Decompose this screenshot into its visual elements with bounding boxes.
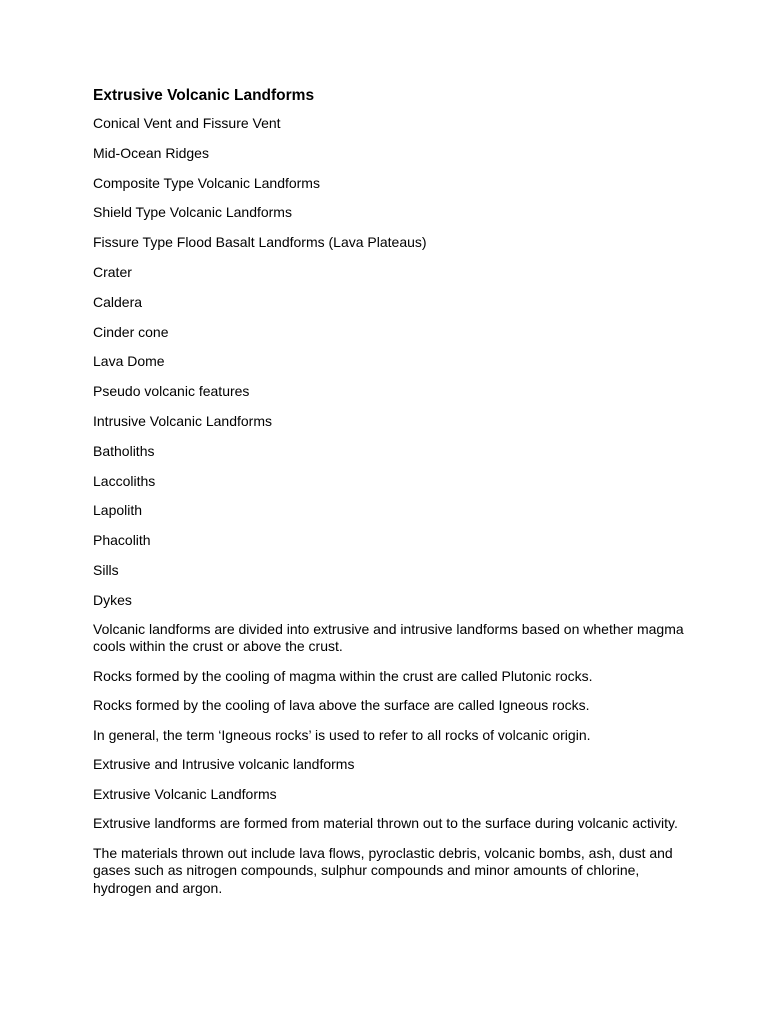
list-item: Dykes [93,591,132,608]
list-item: Shield Type Volcanic Landforms [93,204,292,221]
document-title: Extrusive Volcanic Landforms [93,87,315,104]
paragraph: Extrusive Volcanic Landforms [93,785,277,802]
list-item: Pseudo volcanic features [93,383,250,400]
list-item: Cinder cone [93,323,169,340]
list-item: Fissure Type Flood Basalt Landforms (Lava Plateaus) [93,234,427,251]
list-item: Caldera [93,293,143,310]
document-page [93,86,693,909]
list-item: Sills [93,561,119,578]
list-item: Laccoliths [93,472,156,489]
list-item: Lava Dome [93,353,165,370]
paragraph: Rocks formed by the cooling of lava above the surface are called Igneous rocks. [93,697,590,714]
list-item: Conical Vent and Fissure Vent [93,115,281,131]
list-item: Batholiths [93,442,155,459]
paragraph: The materials thrown out include lava flows, pyroclastic debris, volcanic bombs, ash, dust and gases such as nitrogen compounds, sulphur compounds and minor amounts of chlorine, hydrogen and argon. [93,844,673,896]
paragraph: Extrusive and Intrusive volcanic landforms [93,756,355,773]
list-item: Mid-Ocean Ridges [93,144,209,161]
paragraph: Extrusive landforms are formed from material thrown out to the surface during volcanic activity. [93,815,678,832]
paragraph: Rocks formed by the cooling of magma within the crust are called Plutonic rocks. [93,667,593,684]
list-item: Intrusive Volcanic Landforms [93,412,272,429]
list-item: Phacolith [93,532,151,549]
list-item: Composite Type Volcanic Landforms [93,174,320,191]
paragraph: In general, the term ‘Igneous rocks’ is used to refer to all rocks of volcanic origin. [93,726,591,743]
paragraph: Volcanic landforms are divided into extrusive and intrusive landforms based on whether magma cools within the crust or above the crust. [93,620,684,655]
list-item: Lapolith [93,502,143,519]
list-item: Crater [93,263,132,280]
